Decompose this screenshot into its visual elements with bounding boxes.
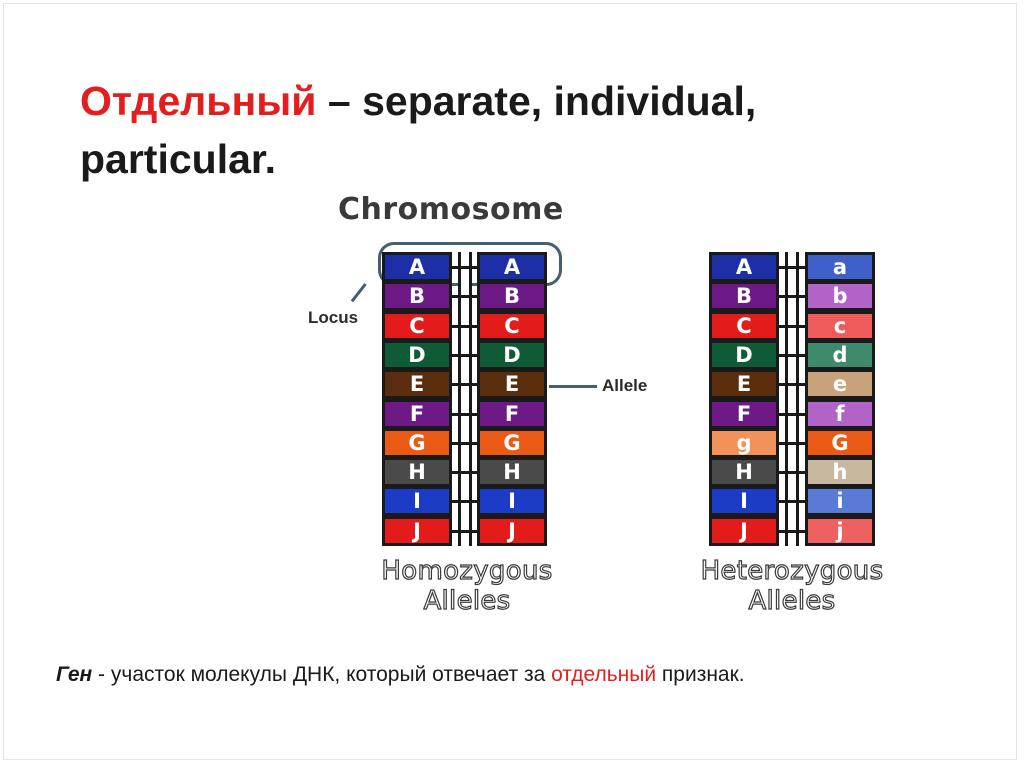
heterozygous-left-allele-2: C [712, 314, 776, 338]
heterozygous-right-allele-8: i [808, 489, 872, 513]
homozygous-rung-7 [452, 471, 477, 474]
heterozygous-rung-4 [779, 383, 805, 386]
homozygous-left-allele-5: F [385, 402, 449, 426]
diagram-title: Chromosome [338, 192, 564, 227]
heterozygous-left-allele-5: F [712, 402, 776, 426]
heterozygous-left-allele-4: E [712, 372, 776, 396]
heterozygous-left-allele-7: H [712, 460, 776, 484]
homozygous-rung-2 [452, 325, 477, 328]
gene-text-before: - участок молекулы ДНК, который отвечает за [92, 663, 552, 686]
heterozygous-rung-1 [779, 295, 805, 298]
homozygous-right-allele-7: H [480, 460, 544, 484]
heterozygous-rung-8 [779, 500, 805, 503]
heterozygous-caption [682, 556, 902, 616]
heterozygous-rung-7 [779, 471, 805, 474]
homozygous-rung-9 [452, 530, 477, 533]
homozygous-left-allele-0: A [385, 255, 449, 279]
homozygous-right-allele-8: I [480, 489, 544, 513]
heading-definition: – separate, individual, particular. [80, 78, 757, 182]
homozygous-rung-1 [452, 295, 477, 298]
homozygous-rung-6 [452, 442, 477, 445]
homozygous-left-allele-6: G [385, 431, 449, 455]
homozygous-left-allele-4: E [385, 372, 449, 396]
heterozygous-rung-2 [779, 325, 805, 328]
heterozygous-caption-line1: Heterozygous [700, 556, 884, 586]
homozygous-right-strand [477, 252, 547, 546]
homozygous-caption-line2: Alleles [423, 586, 511, 616]
heterozygous-right-allele-6: G [808, 431, 872, 455]
homozygous-rung-5 [452, 413, 477, 416]
homozygous-right-allele-5: F [480, 402, 544, 426]
homozygous-rung-3 [452, 354, 477, 357]
heterozygous-left-allele-3: D [712, 343, 776, 367]
homozygous-right-allele-4: E [480, 372, 544, 396]
homozygous-left-strand [382, 252, 452, 546]
allele-pointer-line [549, 385, 597, 388]
heterozygous-left-strand [709, 252, 779, 546]
heterozygous-right-allele-7: h [808, 460, 872, 484]
heterozygous-right-allele-3: d [808, 343, 872, 367]
homozygous-left-allele-9: J [385, 519, 449, 543]
heterozygous-left-allele-6: g [712, 431, 776, 455]
heterozygous-caption-line2: Alleles [748, 586, 836, 616]
homozygous-left-allele-7: H [385, 460, 449, 484]
gene-text-after: признак. [656, 663, 745, 686]
gene-definition [56, 663, 745, 687]
heterozygous-left-allele-9: J [712, 519, 776, 543]
gene-term: Ген [56, 663, 93, 686]
heterozygous-right-allele-1: b [808, 284, 872, 308]
homozygous-left-allele-1: B [385, 284, 449, 308]
heterozygous-right-allele-5: f [808, 402, 872, 426]
locus-label: Locus [308, 308, 359, 327]
homozygous-rung-4 [452, 383, 477, 386]
homozygous-right-allele-0: A [480, 255, 544, 279]
heterozygous-rung-9 [779, 530, 805, 533]
homozygous-left-allele-3: D [385, 343, 449, 367]
heterozygous-right-strand [805, 252, 875, 546]
heterozygous-right-allele-2: c [808, 314, 872, 338]
heterozygous-right-allele-0: a [808, 255, 872, 279]
heterozygous-left-allele-0: A [712, 255, 776, 279]
heterozygous-right-allele-9: j [808, 519, 872, 543]
homozygous-right-allele-1: B [480, 284, 544, 308]
heterozygous-rung-5 [779, 413, 805, 416]
homozygous-caption-line1: Homozygous [381, 556, 553, 586]
homozygous-right-allele-3: D [480, 343, 544, 367]
homozygous-right-allele-9: J [480, 519, 544, 543]
homozygous-rung-0 [452, 266, 477, 269]
homozygous-left-allele-2: C [385, 314, 449, 338]
homozygous-caption [357, 556, 577, 616]
homozygous-rung-8 [452, 500, 477, 503]
homozygous-right-allele-2: C [480, 314, 544, 338]
slide-heading [80, 72, 900, 188]
heterozygous-rung-6 [779, 442, 805, 445]
heterozygous-right-allele-4: e [808, 372, 872, 396]
homozygous-right-allele-6: G [480, 431, 544, 455]
homozygous-left-allele-8: I [385, 489, 449, 513]
heterozygous-rung-0 [779, 266, 805, 269]
heading-term: Отдельный [80, 78, 317, 124]
heterozygous-rung-3 [779, 354, 805, 357]
gene-highlight: отдельный [551, 663, 657, 686]
allele-label: Allele [602, 376, 648, 395]
heterozygous-left-allele-1: B [712, 284, 776, 308]
heterozygous-left-allele-8: I [712, 489, 776, 513]
